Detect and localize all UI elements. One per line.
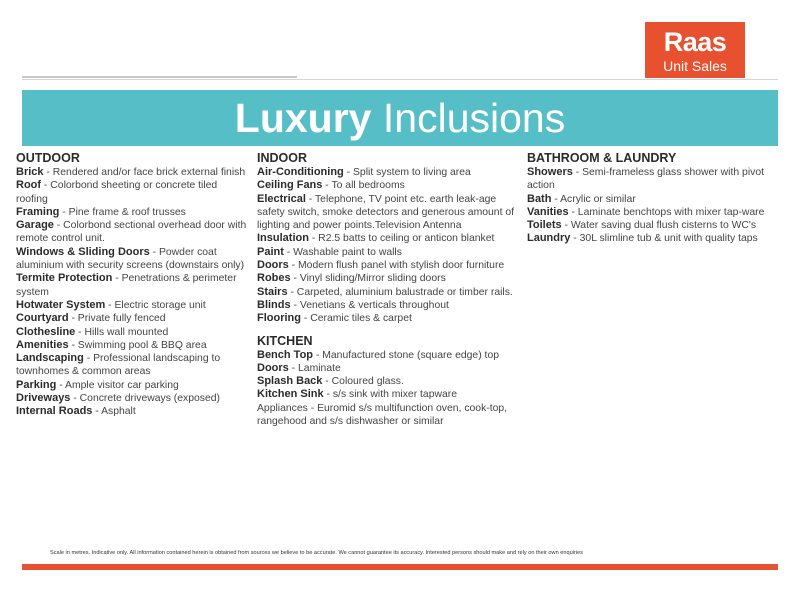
item-description: - Penetrations & perimeter system <box>16 273 237 298</box>
list-item <box>257 246 519 259</box>
list-item <box>16 352 250 379</box>
title-banner <box>22 90 778 146</box>
item-description: - Powder coat aluminium with security screens (downstairs only) <box>16 246 245 272</box>
list-item <box>16 206 250 219</box>
item-label: Laundry <box>527 232 571 245</box>
item-label: Landscaping <box>16 352 84 365</box>
item-description: - Semi-frameless glass shower with pivot action <box>527 167 764 192</box>
item-label: Paint <box>257 245 284 258</box>
item-description: - Laminate <box>288 362 341 374</box>
footer-disclaimer: Scale in metres. Indicative only. All information contained herein is obtained from sources we believe to be accurate. We cannot guarantee its accuracy. Interested persons should make and rely on their own enquiries <box>50 550 583 556</box>
list-item <box>16 246 250 273</box>
list-item <box>257 402 519 429</box>
outdoor-heading: OUTDOOR <box>16 151 80 165</box>
item-description: - Laminate benchtops with mixer tap-ware <box>568 206 765 218</box>
page-title <box>22 90 778 146</box>
item-description: - To all bedrooms <box>322 180 405 192</box>
kitchen-list <box>257 349 519 429</box>
item-description: - Pine frame & roof trusses <box>59 206 186 218</box>
list-item <box>257 259 519 272</box>
list-item <box>257 375 519 388</box>
item-description: - Water saving dual flush cisterns to WC's <box>561 220 757 232</box>
page-title-bold: Luxury <box>234 95 372 141</box>
list-item <box>257 272 519 285</box>
bathroom-list <box>527 166 772 246</box>
list-item <box>527 166 772 193</box>
item-description: Appliances - Euromid s/s multifunction oven, cook-top, rangehood and s/s dishwasher or similar <box>257 402 508 428</box>
item-description: - Ceramic tiles & carpet <box>301 313 412 325</box>
list-item <box>257 179 519 192</box>
list-item <box>257 193 519 233</box>
header-rule <box>22 79 778 80</box>
item-description: - Hills wall mounted <box>75 326 169 338</box>
list-item <box>16 392 250 405</box>
item-label: Windows & Sliding Doors <box>16 245 150 258</box>
item-label: Hotwater System <box>16 298 106 311</box>
list-item <box>16 179 250 206</box>
item-description: - Venetians & verticals throughout <box>290 299 449 311</box>
item-description: - Colorbond sheeting or concrete tiled roofing <box>16 180 218 205</box>
page-title-light: Inclusions <box>382 95 566 141</box>
list-item <box>16 326 250 339</box>
list-item <box>527 206 772 219</box>
item-description: - Telephone, TV point etc. earth leak-age safety switch, smoke detectors and generous amount of lighting and power points.Television Antenna <box>257 193 515 232</box>
item-description: - Swimming pool & BBQ area <box>68 339 207 351</box>
item-label: Clothesline <box>16 325 76 338</box>
item-label: Robes <box>257 272 291 285</box>
item-label: Roof <box>16 179 42 192</box>
footer-bar <box>22 564 778 570</box>
logo-wordmark: Raas <box>663 27 727 57</box>
kitchen-heading: KITCHEN <box>257 333 313 348</box>
list-item <box>257 232 519 245</box>
item-label: Courtyard <box>16 312 69 325</box>
item-label: Driveways <box>16 392 71 405</box>
item-label: Doors <box>257 259 289 272</box>
item-description: - Rendered and/or face brick external finish <box>43 167 246 178</box>
item-label: Bench Top <box>257 348 314 361</box>
list-item <box>527 219 772 232</box>
header-rule-accent <box>22 76 297 78</box>
item-label: Kitchen Sink <box>257 388 324 401</box>
item-description: - s/s sink with mixer tapware <box>323 389 458 401</box>
item-label: Framing <box>16 205 60 218</box>
item-description: - Electric storage unit <box>105 299 206 311</box>
list-item <box>527 232 772 245</box>
item-label: Bath <box>527 192 552 205</box>
item-label: Ceiling Fans <box>257 179 323 192</box>
list-item <box>257 312 519 325</box>
item-description: - Coloured glass. <box>322 376 404 388</box>
list-item <box>16 379 250 392</box>
outdoor-column <box>16 151 250 419</box>
bathroom-column <box>527 151 772 246</box>
indoor-column <box>257 151 519 428</box>
item-description: - 30L slimline tub & unit with quality taps <box>570 233 758 245</box>
list-item <box>257 349 519 362</box>
item-label: Brick <box>16 166 44 178</box>
item-label: Blinds <box>257 298 291 311</box>
item-description: - Ample visitor car parking <box>56 379 179 391</box>
list-item <box>16 166 250 179</box>
item-label: Toilets <box>527 219 562 232</box>
outdoor-list <box>16 166 250 419</box>
item-label: Electrical <box>257 192 306 205</box>
list-item <box>16 312 250 325</box>
item-label: Internal Roads <box>16 405 93 418</box>
item-label: Doors <box>257 361 289 374</box>
list-item <box>16 219 250 246</box>
item-description: - Modern flush panel with stylish door furniture <box>288 260 505 272</box>
list-item <box>16 272 250 299</box>
list-item <box>16 339 250 352</box>
item-label: Garage <box>16 219 54 232</box>
list-item <box>257 362 519 375</box>
item-label: Termite Protection <box>16 272 113 285</box>
item-description: - Asphalt <box>92 406 136 418</box>
item-description: - Acrylic or similar <box>551 193 636 205</box>
item-label: Showers <box>527 166 573 178</box>
indoor-list <box>257 166 519 326</box>
item-description: - Split system to living area <box>343 167 471 178</box>
item-label: Splash Back <box>257 375 323 388</box>
item-label: Insulation <box>257 232 309 245</box>
item-label: Vanities <box>527 205 569 218</box>
list-item <box>16 405 250 418</box>
list-item <box>257 388 519 401</box>
bathroom-heading: BATHROOM & LAUNDRY <box>527 151 677 165</box>
item-description: - Colorbond sectional overhead door with remote control unit. <box>16 220 247 245</box>
item-label: Flooring <box>257 312 301 325</box>
item-description: - Manufactured stone (square edge) top <box>313 349 500 361</box>
list-item <box>16 299 250 312</box>
item-description: - Professional landscaping to townhomes & common areas <box>16 353 221 378</box>
raas-logo <box>645 22 745 78</box>
item-description: - Private fully fenced <box>68 313 166 325</box>
list-item <box>257 166 519 179</box>
item-label: Air-Conditioning <box>257 166 344 178</box>
item-label: Parking <box>16 378 57 391</box>
indoor-heading: INDOOR <box>257 151 307 165</box>
list-item <box>257 286 519 299</box>
item-label: Amenities <box>16 338 69 351</box>
logo-subtitle: Unit Sales <box>663 58 727 74</box>
item-description: - R2.5 batts to ceiling or anticon blanket <box>308 233 495 245</box>
list-item <box>257 299 519 312</box>
item-description: - Vinyl sliding/Mirror sliding doors <box>290 273 446 285</box>
item-description: - Washable paint to walls <box>283 246 402 258</box>
item-label: Stairs <box>257 285 288 298</box>
list-item <box>527 193 772 206</box>
item-description: - Carpeted, aluminium balustrade or timber rails. <box>287 286 513 298</box>
item-description: - Concrete driveways (exposed) <box>70 393 221 405</box>
